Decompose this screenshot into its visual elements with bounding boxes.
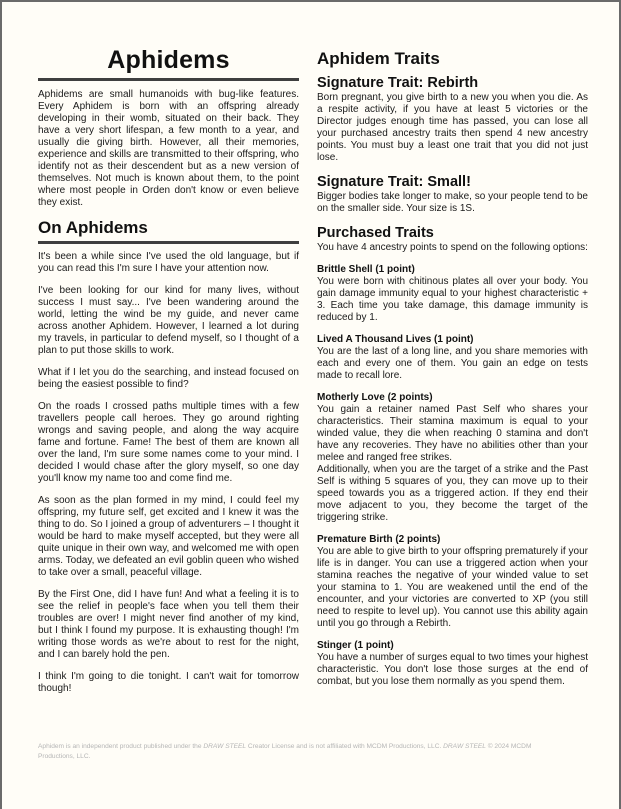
footer-text: © 2024 MCDM Productions, LLC. [38,743,532,760]
story-paragraph: As soon as the plan formed in my mind, I could feel my offspring, my future self, get excited and I knew it was the thing to do. So I joined a group of adventurers – I thought it would be hard to make myself accepted, but they were all quite unique in their own way, and welcomed me with open arms. Today, we defeated an evil goblin queen who wished to take over a small, peaceful village. [38,495,299,578]
story-paragraph: What if I let you do the searching, and instead focused on being the easiest possible to find? [38,367,299,390]
footer-text: Aphidem is an independent product published under the [38,743,204,750]
trait-name: Brittle Shell (1 point) [317,264,415,275]
left-column [38,46,299,695]
page-title: Aphidems [38,46,299,81]
story-paragraph: By the First One, did I have fun! And what a feeling it is to see the relief in people's face when you tell them their troubles are over! I might never find another of my kind, but I think I found my purpose. It is exhausting though! I'm writing those words as we're about to rest for the night, and I can barely hold the pen. [38,589,299,660]
footer-text: Creator License and is not affiliated with MCDM Productions, LLC. [246,743,444,750]
trait-text: You have a number of surges equal to two times your highest characteristic. You don't lose those surges at the end of combat, but you lose them normally as you spend them. [317,652,588,687]
signature-trait-rebirth [317,75,588,164]
story-paragraph: It's been a while since I've used the old language, but if you can read this I'm sure I have your attention now. [38,251,299,274]
intro-paragraph: Aphidems are small humanoids with bug-like features. Every Aphidem is born with an offspring already developing in their womb, situated on their back. They have a very short lifespan, a few month to a year, and usually die giving birth. However, all their memories, experience and skills are transmitted to their offspring, who identify not as their descendent but as a new version of themselves. Not much is known about them, to the point where most people in Orden don't know or even believe they exist. [38,89,299,208]
trait-premature-birth [317,534,588,630]
trait-text: You were born with chitinous plates all over your body. You gain damage immunity equal to your highest characteristic + 3. Each time you take damage, this damage immunity is reduced by 1. [317,276,588,323]
purchased-traits-title: Purchased Traits [317,225,434,241]
signature-trait-title: Signature Trait: Small! [317,174,471,190]
trait-brittle-shell [317,264,588,324]
purchased-traits-intro: You have 4 ancestry points to spend on the following options: [317,242,588,253]
section-heading-on-aphidems: On Aphidems [38,218,299,244]
license-footer [38,742,558,762]
footer-italic: DRAW STEEL [203,743,247,750]
trait-text: You gain a retainer named Past Self who shares your characteristics. Their stamina maximum is equal to your winded value, they die when reaching 0 stamina and don't have any recoveries. They have no abilities other than your melee and ranged free strikes. [317,404,588,463]
trait-text: You are the last of a long line, and you share memories with each and every one of them. You gain an edge on tests made to recall lore. [317,346,588,381]
story-paragraph: I've been looking for our kind for many lives, without success I must say... I've been wandering around the world, letting the wind be my guide, and never came across another Aphidem. However, I learned a lot during my travels, in particular to defend myself, so I thought of a plan to put those skills to work. [38,285,299,356]
signature-trait-title: Signature Trait: Rebirth [317,75,479,91]
traits-heading: Aphidem Traits [317,49,440,68]
trait-name: Stinger (1 point) [317,640,394,651]
trait-lived-a-thousand-lives [317,334,588,382]
purchased-traits-section [317,225,588,688]
trait-text-additional: Additionally, when you are the target of a strike and the Past Self is withing 5 squares of you, they can move up to their speed towards you as a triggered action. If they end their move adjacent to you, they become the target of the triggering strike. [317,464,588,523]
signature-trait-small [317,174,588,215]
trait-name: Premature Birth (2 points) [317,534,441,545]
trait-stinger [317,640,588,688]
footer-italic: DRAW STEEL [443,743,486,750]
story-paragraph: On the roads I crossed paths multiple times with a few travellers people call heroes. They go around righting wrongs and saving people, and along the way acquire fame and fortune. Fame! The best of them are known all over the land, I'm sure some names come to your mind. I decided I would chase after the glory myself, so one day you'll know my name too and come find me. [38,401,299,484]
story-paragraph: I think I'm going to die tonight. I can't wait for tomorrow though! [38,671,299,694]
trait-name: Lived A Thousand Lives (1 point) [317,334,474,345]
signature-trait-text: Bigger bodies take longer to make, so your people tend to be on the smaller side. Your size is 1S. [317,191,588,214]
trait-name: Motherly Love (2 points) [317,392,433,403]
right-column [317,49,588,688]
signature-trait-text: Born pregnant, you give birth to a new you when you die. As a respite activity, if you have at least 5 victories or the Director judges enough time has passed, you can lose all your purchased ancestry traits then spend 4 new ancestry points. You must buy a least one trait that you did not just lose. [317,92,588,163]
trait-motherly-love [317,392,588,524]
trait-text: You are able to give birth to your offspring prematurely if your life is in danger. You can use a triggered action when your stamina reaches the negative of your winded value to set your stamina to 1. You are weakened until the end of the encounter, and your victories are converted to XP (you still need to respite to level up). You cannot use this ability again until you go through a Rebirth. [317,546,588,629]
